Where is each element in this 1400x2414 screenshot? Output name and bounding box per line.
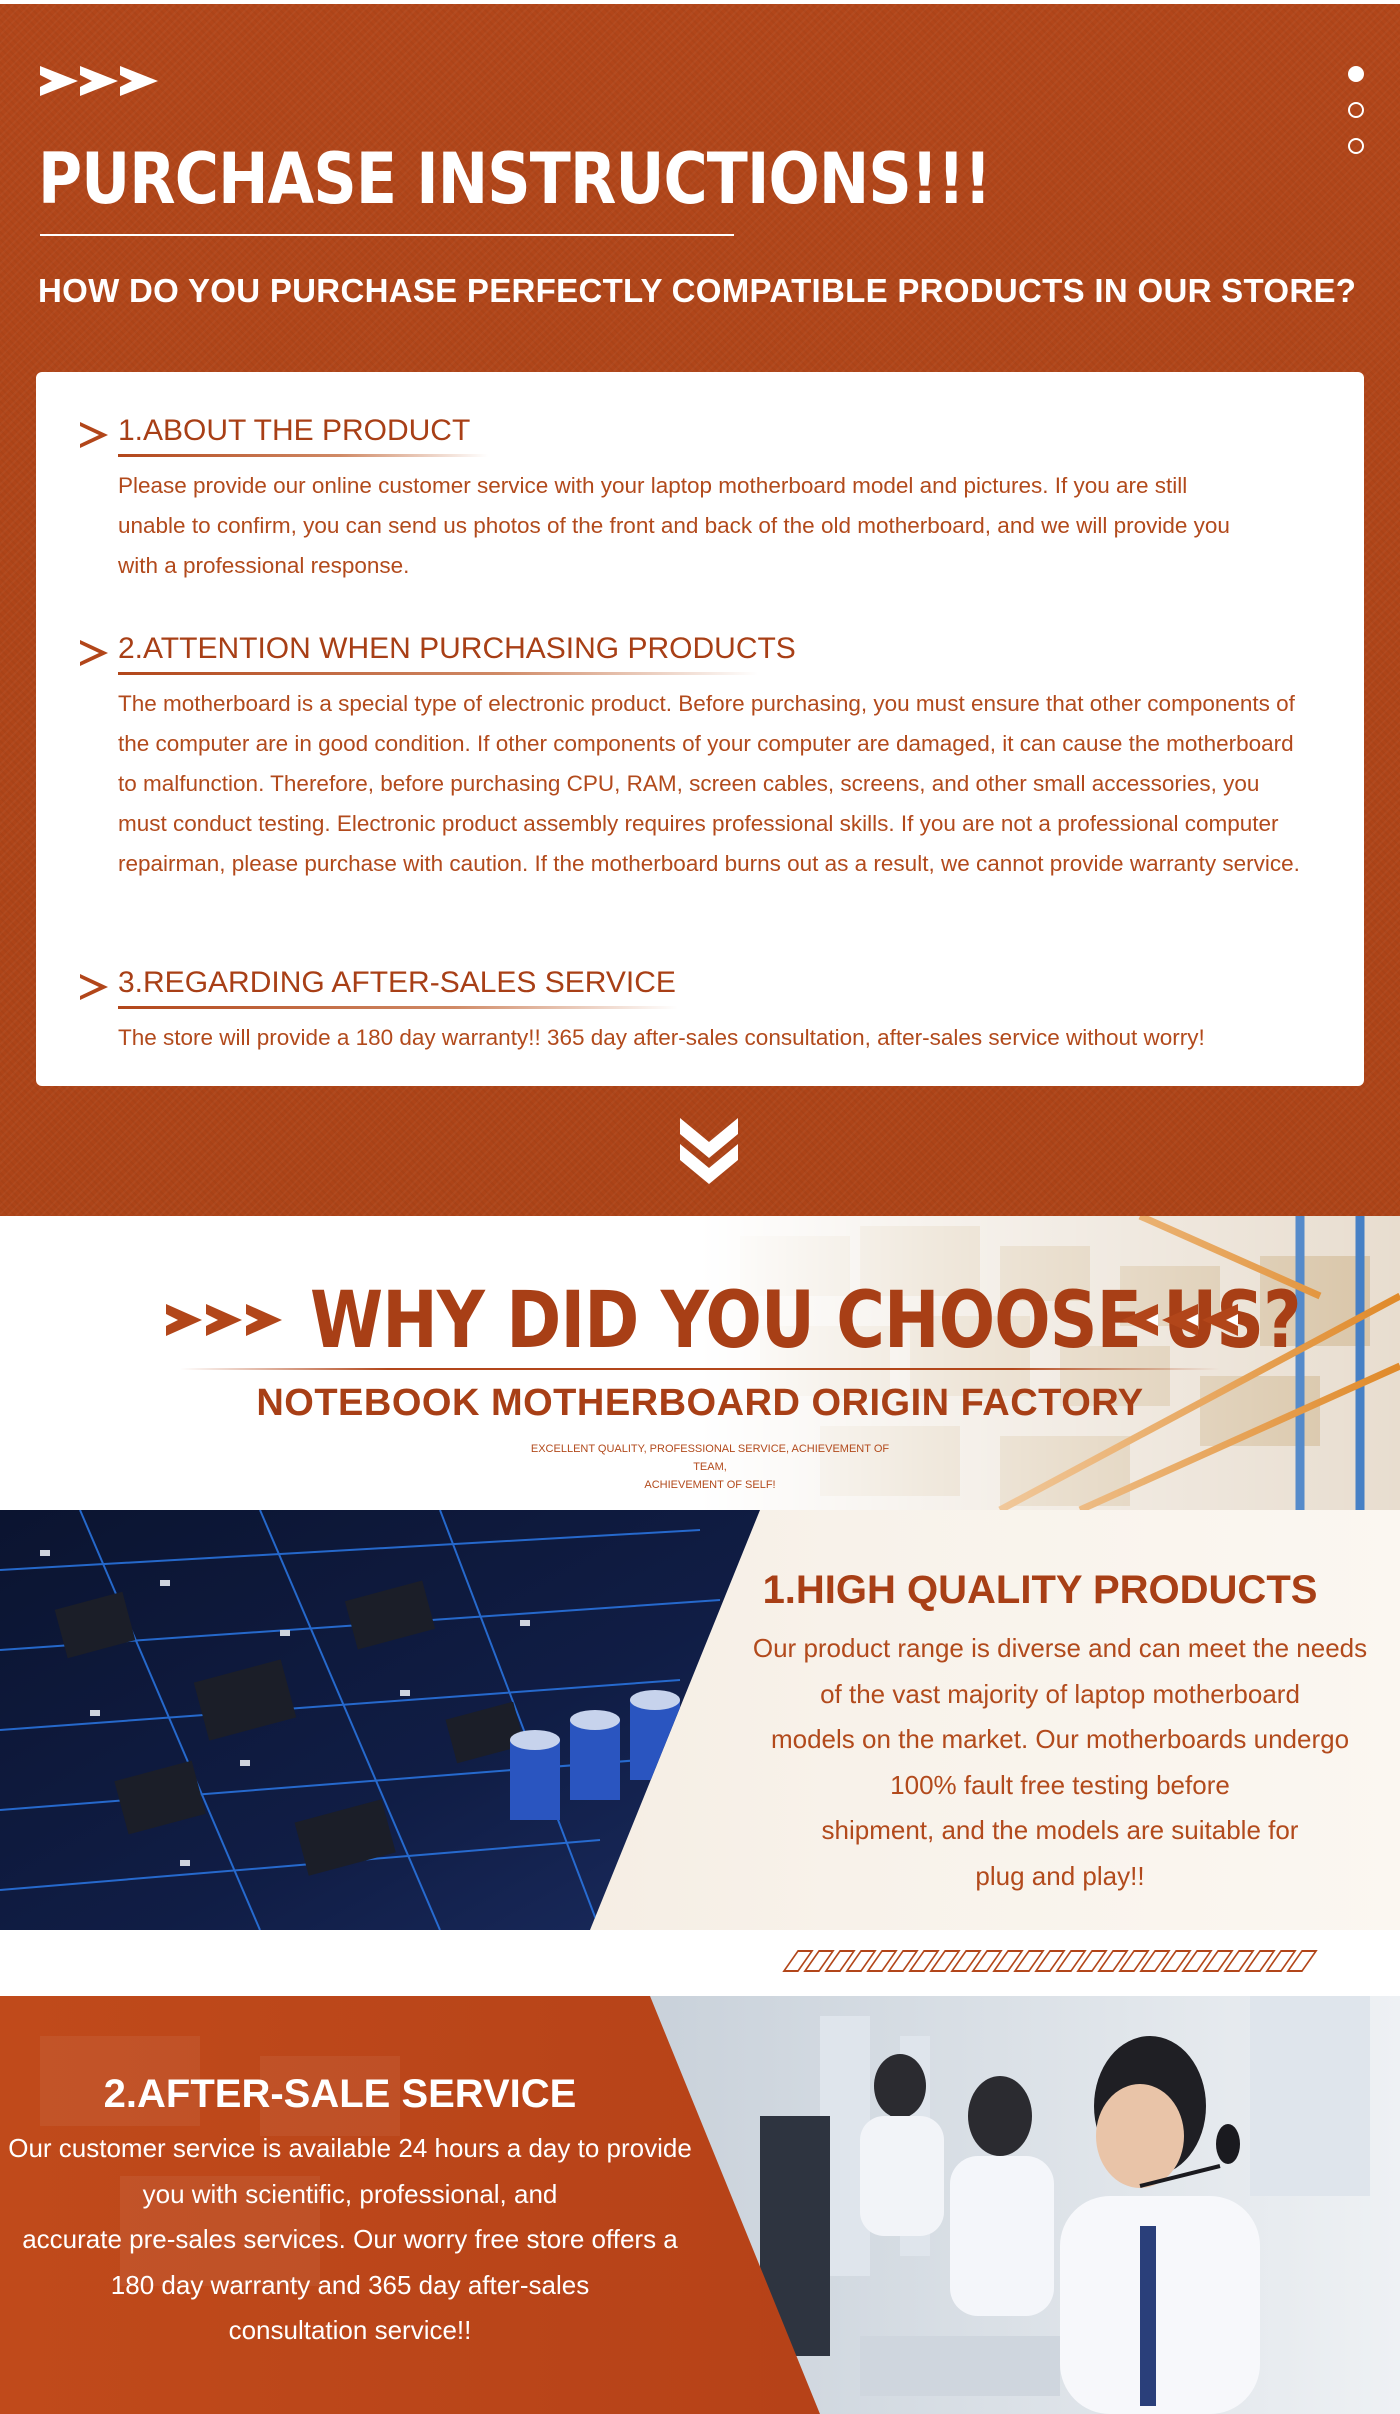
quality-line: plug and play!! xyxy=(975,1860,1145,1891)
after-sale-line: 180 day warranty and 365 day after-sales xyxy=(110,2269,590,2300)
instruction-body: The motherboard is a special type of electronic product. Before purchasing, you must ensure that other components of the computer are in good condition. If other components of your computer are damaged, it can cause the motherboard to malfunction. Therefore, before purchasing CPU, RAM, screen cables, screens, and other small accessories, you must conduct testing. Electronic product assembly requires professional skills. If you are not a professional computer repairman, please purchase with caution. If the motherboard burns out as a result, we cannot provide warranty service. xyxy=(118,691,1300,876)
page-subtitle: HOW DO YOU PURCHASE PERFECTLY COMPATIBLE PRODUCTS IN OUR STORE? xyxy=(38,272,1357,309)
instruction-item-after-sales xyxy=(80,966,1300,1058)
quality-line: of the vast majority of laptop motherboard xyxy=(820,1678,1300,1709)
pagination-dot-1[interactable] xyxy=(1348,66,1364,82)
title-underline xyxy=(40,234,734,236)
why-subtitle: NOTEBOOK MOTHERBOARD ORIGIN FACTORY xyxy=(256,1382,1144,1424)
why-tagline-line: EXCELLENT QUALITY, PROFESSIONAL SERVICE, ACHIEVEMENT OF TEAM, xyxy=(530,1443,890,1473)
instruction-body: The store will provide a 180 day warranty!! 365 day after-sales consultation, after-sales service without worry! xyxy=(118,1025,1205,1050)
after-sale-line: you with scientific, professional, and xyxy=(142,2178,558,2209)
why-title: WHY DID YOU CHOOSE US? xyxy=(310,1276,1301,1366)
why-tagline xyxy=(520,1440,900,1494)
after-sale-body xyxy=(0,2126,700,2354)
instruction-underline xyxy=(118,454,488,457)
carousel-pagination xyxy=(1348,66,1364,154)
triple-arrow-right-icon xyxy=(166,1304,282,1336)
instruction-item-attention xyxy=(80,632,1300,884)
quality-line: models on the market. Our motherboards undergo xyxy=(770,1724,1350,1754)
triple-arrow-right-icon xyxy=(40,66,158,96)
decorative-stripes xyxy=(790,1950,1366,1976)
after-sale-line: Our customer service is available 24 hours a day to provide xyxy=(8,2133,692,2163)
why-choose-us-section xyxy=(0,1216,1400,1510)
instructions-card xyxy=(36,372,1364,1086)
pagination-dot-3[interactable] xyxy=(1348,138,1364,154)
instruction-underline xyxy=(118,672,758,675)
chevron-right-icon xyxy=(80,640,108,666)
top-divider xyxy=(0,0,1400,4)
quality-line: shipment, and the models are suitable for xyxy=(821,1815,1299,1845)
high-quality-section xyxy=(0,1510,1400,1930)
instruction-body: Please provide our online customer service with your laptop motherboard model and pictures. If you are still unable to confirm, you can send us photos of the front and back of the old motherboard, and we will provide you with a professional response. xyxy=(118,473,1230,578)
instruction-title: 1.ABOUT THE PRODUCT xyxy=(118,414,471,447)
instruction-title: 3.REGARDING AFTER-SALES SERVICE xyxy=(118,966,676,999)
page-title: PURCHASE INSTRUCTIONS!!! xyxy=(38,138,991,220)
why-divider xyxy=(180,1368,1220,1370)
why-tagline-line: ACHIEVEMENT OF SELF! xyxy=(644,1479,776,1491)
instruction-title: 2.ATTENTION WHEN PURCHASING PRODUCTS xyxy=(118,632,796,665)
instruction-underline xyxy=(118,1006,678,1009)
chevron-right-icon xyxy=(80,422,108,448)
quality-title: 1.HIGH QUALITY PRODUCTS xyxy=(762,1568,1318,1612)
quality-body xyxy=(735,1626,1385,1899)
double-chevron-down-icon[interactable] xyxy=(680,1116,738,1184)
after-sale-line: consultation service!! xyxy=(228,2315,472,2345)
chevron-right-icon xyxy=(80,974,108,1000)
after-sale-line: accurate pre-sales services. Our worry free store offers a xyxy=(22,2224,678,2254)
after-sale-section xyxy=(0,1996,1400,2414)
after-sale-title: 2.AFTER-SALE SERVICE xyxy=(103,2072,577,2116)
quality-line: Our product range is diverse and can meet the needs xyxy=(752,1633,1368,1663)
quality-line: 100% fault free testing before xyxy=(890,1769,1230,1800)
triple-arrow-left-icon xyxy=(1122,1304,1238,1336)
instruction-item-product xyxy=(80,414,1300,586)
pagination-dot-2[interactable] xyxy=(1348,102,1364,118)
